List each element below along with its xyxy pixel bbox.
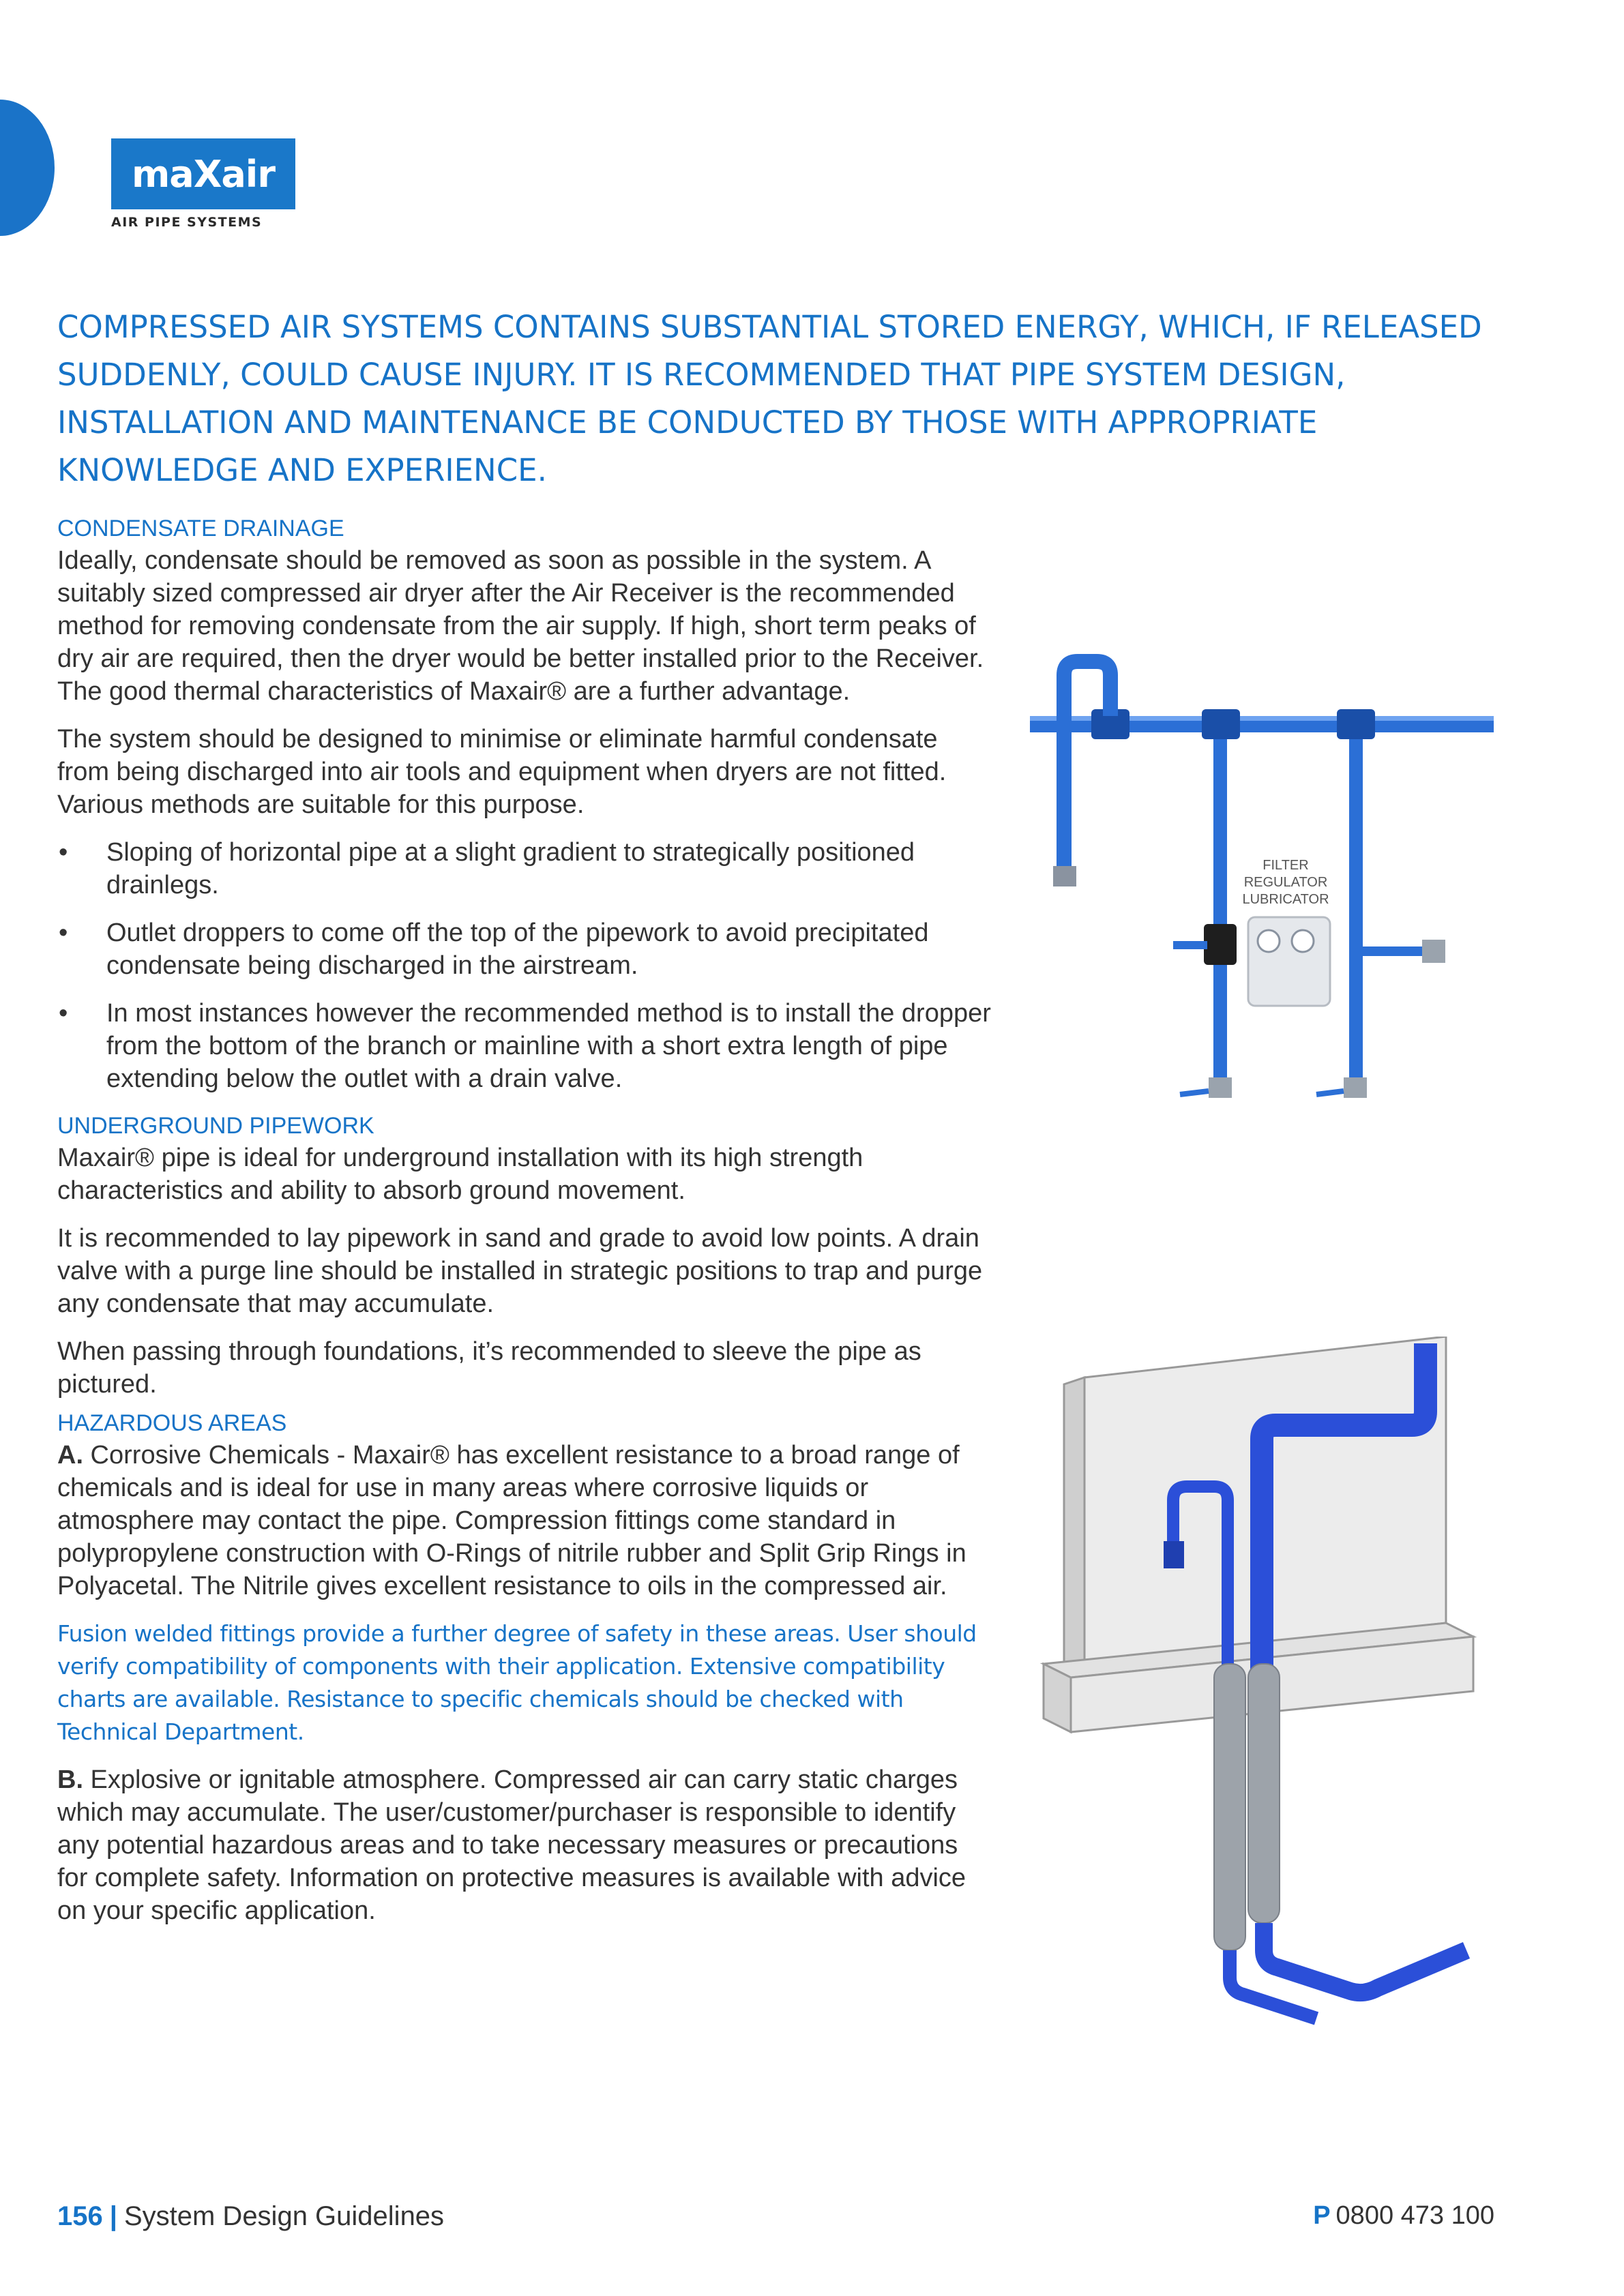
page-tab-marker — [0, 100, 55, 236]
phone-number: 0800 473 100 — [1335, 2201, 1494, 2230]
condensate-heading: CONDENSATE DRAINAGE — [57, 516, 344, 541]
right-drain-valve — [1344, 1077, 1367, 1098]
hazardous-item-b — [57, 1763, 992, 1927]
sleeve — [1214, 1664, 1245, 1950]
bullet-icon: • — [59, 838, 68, 867]
left-valve — [1053, 866, 1076, 886]
tee-fitting — [1337, 709, 1375, 739]
bullet-icon: • — [59, 999, 68, 1028]
middle-drain-valve — [1209, 1077, 1232, 1098]
item-letter: B. — [57, 1765, 83, 1794]
logo-tagline: AIR PIPE SYSTEMS — [111, 215, 263, 230]
maxair-logo — [111, 138, 295, 230]
list-item — [57, 997, 992, 1095]
item-text: Corrosive Chemicals - Maxair® has excellent resistance to a broad range of chemicals and is ideal for use in many areas where corrosive liquids or atmosphere may contact the pipe. Compression fittings come standard in polypropylene construction with O-Rings of nitrile rubber and Split Grip Rings in Polyacetal. The Nitrile gives excellent resistance to oils in the compressed air. — [57, 1441, 966, 1600]
middle-dropper-pipe — [1213, 739, 1227, 1080]
list-item-text: Sloping of horizontal pipe at a slight gradient to strategically positioned drainlegs. — [106, 838, 915, 899]
outlet-branch-pipe — [1363, 946, 1424, 956]
branch-pipe — [1173, 941, 1207, 949]
gauge-icon — [1292, 930, 1314, 952]
list-item-text: Outlet droppers to come off the top of the pipework to avoid precipitated condensate being discharged in the airstream. — [106, 919, 929, 980]
section-title: System Design Guidelines — [123, 2201, 445, 2231]
safety-headline: COMPRESSED AIR SYSTEMS CONTAINS SUBSTANTIAL STORED ENERGY, WHICH, IF RELEASED SUDDENLY, COULD CAUSE INJURY. IT IS RECOMMENDED THAT PIPE SYSTEM DESIGN, INSTALLATION AND MAINTENANCE BE CONDUCTED BY THOSE WITH APPROPRIATE KNOWLEDGE AND EXPERIENCE. — [57, 309, 1482, 488]
underground-paragraph-3: When passing through foundations, it’s recommended to sleeve the pipe as pictured. — [57, 1337, 921, 1399]
condensate-methods-list — [57, 836, 992, 1095]
bullet-icon: • — [59, 919, 68, 947]
middle-tee-fitting — [1204, 924, 1237, 965]
left-dropper-pipe — [1064, 661, 1110, 866]
dropper-diagram — [1023, 641, 1501, 1139]
main-text-column — [57, 513, 992, 1942]
page-number: 156 — [57, 2201, 103, 2231]
underground-paragraph-1: Maxair® pipe is ideal for underground installation with its high strength characteristics and ability to absorb ground movement. — [57, 1144, 863, 1205]
valve-handle — [1180, 1091, 1209, 1094]
gauge-icon — [1258, 930, 1280, 952]
underground-paragraph-2: It is recommended to lay pipework in sand and grade to avoid low points. A drain valve with a purge line should be installed in strategic positions to trap and purge any condensate that may accumulate. — [57, 1224, 983, 1318]
condensate-paragraph-2: The system should be designed to minimise or eliminate harmful condensate from being discharged into air tools and equipment when dryers are not fitted. Various methods are suitable for this purpose. — [57, 725, 947, 819]
list-item — [57, 916, 992, 982]
drain-valve — [1164, 1541, 1184, 1568]
item-text: Explosive or ignitable atmosphere. Compressed air can carry static charges which may accumulate. The user/customer/purchaser is responsible to identify any potential hazardous areas and to take necessary measures or precautions for complete safety. Information on protective measures is available with advice on your specific application. — [57, 1765, 966, 1925]
hazardous-item-a — [57, 1439, 992, 1602]
underground-heading: UNDERGROUND PIPEWORK — [57, 1113, 374, 1139]
phone-prefix: P — [1313, 2201, 1331, 2230]
footer-phone — [1313, 2201, 1494, 2231]
tee-fitting — [1202, 709, 1240, 739]
list-item-text: In most instances however the recommended method is to install the dropper from the bottom of the branch or mainline with a short extra length of pipe extending below the outlet with a drain valve. — [106, 999, 991, 1093]
underground-sleeve-diagram — [1030, 1337, 1494, 2046]
list-item — [57, 836, 992, 901]
wall-edge — [1064, 1377, 1084, 1671]
frl-label-line: FILTER — [1263, 858, 1309, 873]
sleeve — [1248, 1664, 1280, 1923]
logo-mark — [111, 138, 295, 209]
frl-label-line: REGULATOR — [1243, 875, 1328, 890]
frl-unit — [1248, 917, 1330, 1006]
valve-handle — [1316, 1091, 1344, 1094]
footer-page-info — [57, 2201, 444, 2232]
fusion-welded-note: Fusion welded fittings provide a further degree of safety in these areas. User should verify compatibility of components with their application. Extensive compatibility charts are available. Resistance to specific chemicals should be checked with Technical Department. — [57, 1620, 977, 1745]
item-letter: A. — [57, 1441, 83, 1470]
condensate-paragraph-1: Ideally, condensate should be removed as soon as possible in the system. A suitably sized compressed air dryer after the Air Receiver is the recommended method for removing condensate from the air supply. If high, short term peaks of dry air are required, then the dryer would be better installed prior to the Receiver. The good thermal characteristics of Maxair® are a further advantage. — [57, 546, 984, 706]
hazardous-heading: HAZARDOUS AREAS — [57, 1410, 287, 1436]
frl-label-line: LUBRICATOR — [1242, 892, 1329, 907]
footer-separator: | — [109, 2201, 117, 2231]
underground-pipe — [1264, 1923, 1466, 1993]
right-dropper-pipe — [1349, 739, 1363, 1080]
outlet-valve — [1422, 940, 1445, 963]
logo-wordmark: maXair — [132, 152, 275, 196]
